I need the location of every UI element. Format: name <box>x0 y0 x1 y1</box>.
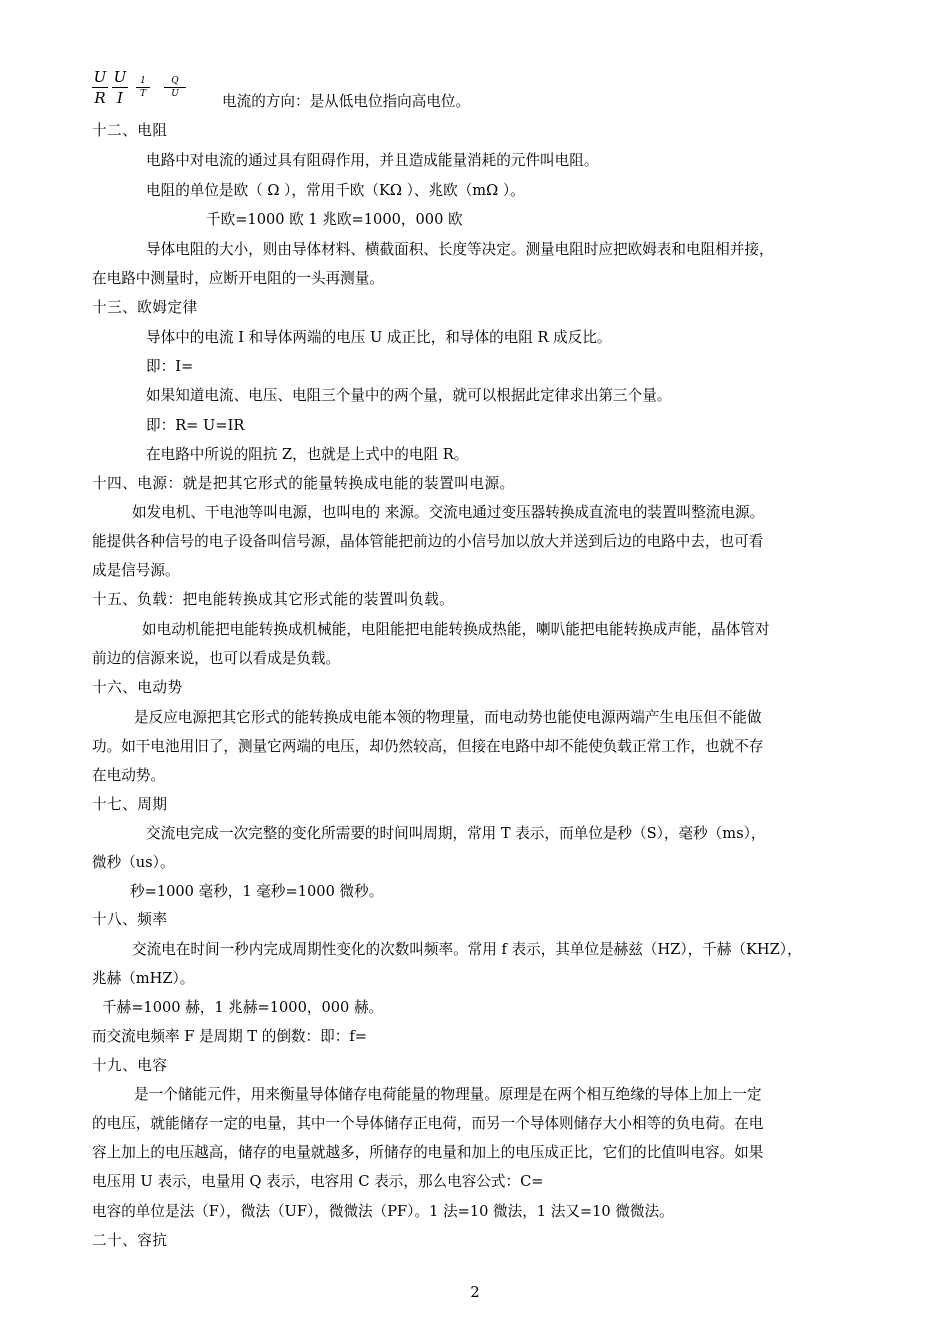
text-line: 电路中对电流的通过具有阻碍作用，并且造成能量消耗的元件叫电阻。 <box>146 152 599 169</box>
text-line: 是一个储能元件，用来衡量导体储存电荷能量的物理量。原理是在两个相互绝缘的导体上加上一定 <box>134 1086 762 1103</box>
text-line: 微秒（us）。 <box>92 854 175 871</box>
section-heading: 十四、电源：就是把其它形式的能量转换成电能的装置叫电源。 <box>92 475 515 492</box>
section-heading: 十八、频率 <box>92 911 168 928</box>
text-line: 千欧=1000 欧 1 兆欧=1000，000 欧 <box>206 211 463 228</box>
fraction-u-over-i: U I <box>113 68 127 107</box>
text-line: 千赫=1000 赫，1 兆赫=1000，000 赫。 <box>102 999 384 1016</box>
text-line: 在电动势。 <box>92 767 165 784</box>
section-heading: 十五、负载：把电能转换成其它形式能的装置叫负载。 <box>92 591 455 608</box>
section-heading: 二十、容抗 <box>92 1232 168 1249</box>
text-line: 在电路中测量时，应断开电阻的一头再测量。 <box>92 270 384 287</box>
text-line: 兆赫（mHZ）。 <box>92 970 195 987</box>
text-line: 交流电在时间一秒内完成周期性变化的次数叫频率。常用 f 表示，其单位是赫兹（HZ），千赫（KHZ）， <box>132 941 802 958</box>
text-line: 在电路中所说的阻抗 Z，也就是上式中的电阻 R。 <box>146 446 469 463</box>
text-line: 即：R= U=IR <box>146 417 245 434</box>
text-line: 前边的信源来说，也可以看成是负载。 <box>92 650 341 667</box>
text-line: 交流电完成一次完整的变化所需要的时间叫周期，常用 T 表示，而单位是秒（S），毫秒（ms）， <box>146 825 766 842</box>
text-line: 而交流电频率 F 是周期 T 的倒数：即：f= <box>92 1028 367 1045</box>
text-line: 如果知道电流、电压、电阻三个量中的两个量，就可以根据此定律求出第三个量。 <box>146 387 672 404</box>
text-line: 如发电机、干电池等叫电源，也叫电的 来源。交流电通过变压器转换成直流电的装置叫整流电源。 <box>132 504 765 521</box>
text-line: 成是信号源。 <box>92 562 180 579</box>
section-heading: 十六、电动势 <box>92 679 183 696</box>
page-number: 2 <box>470 1284 480 1301</box>
section-heading: 十二、电阻 <box>92 122 168 139</box>
text-line: 能提供各种信号的电子设备叫信号源，晶体管能把前边的小信号加以放大并送到后边的电路中去，也可看 <box>92 533 764 550</box>
text-line: 电压用 U 表示，电量用 Q 表示，电容用 C 表示，那么电容公式：C= <box>92 1173 544 1190</box>
section-heading: 十九、电容 <box>92 1057 168 1074</box>
formula-fragment <box>90 68 200 108</box>
text-line: 导体电阻的大小，则由导体材料、横截面积、长度等决定。测量电阻时应把欧姆表和电阻相并接， <box>146 241 774 258</box>
text-line: 电流的方向：是从低电位指向高电位。 <box>222 93 471 110</box>
text-line: 即：I= <box>146 358 194 375</box>
section-heading: 十三、欧姆定律 <box>92 299 198 316</box>
text-line: 容上加上的电压越高，储存的电量就越多，所储存的电量和加上的电压成正比，它们的比值叫电容。如果 <box>92 1144 764 1161</box>
text-line: 是反应电源把其它形式的能转换成电能本领的物理量，而电动势也能使电源两端产生电压但不能做 <box>134 709 762 726</box>
text-line: 如电动机能把电能转换成机械能，电阻能把电能转换成热能，喇叭能把电能转换成声能，晶体管对 <box>142 621 770 638</box>
fraction-u-over-r: U R <box>93 68 107 107</box>
fraction-1-over-t: 1 T <box>136 76 150 99</box>
text-line: 的电压，就能储存一定的电量，其中一个导体储存正电荷，而另一个导体则储存大小相等的负电荷。在电 <box>92 1115 764 1132</box>
text-line: 电阻的单位是欧（ Ω ），常用千欧（KΩ ）、兆欧（mΩ ）。 <box>146 182 525 199</box>
section-heading: 十七、周期 <box>92 796 168 813</box>
text-line: 电容的单位是法（F），微法（UF），微微法（PF）。1 法=10 微法，1 法又=10 微微法。 <box>92 1203 674 1220</box>
fraction-q-over-u: Q U <box>164 76 186 99</box>
text-line: 功。如干电池用旧了，测量它两端的电压，却仍然较高，但接在电路中却不能使负载正常工作，也就不存 <box>92 738 764 755</box>
text-line: 导体中的电流 I 和导体两端的电压 U 成正比，和导体的电阻 R 成反比。 <box>146 329 612 346</box>
text-line: 秒=1000 毫秒，1 毫秒=1000 微秒。 <box>130 883 384 900</box>
